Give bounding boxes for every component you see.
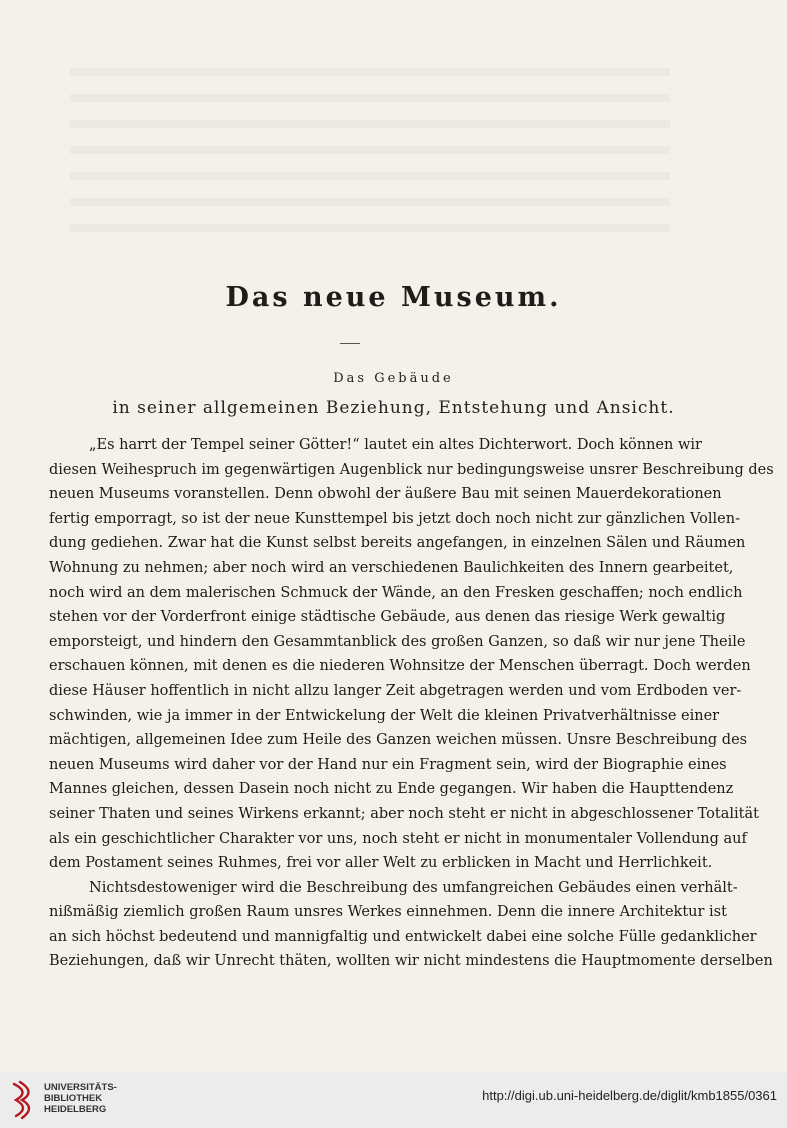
- text-line: fertig emporragt, so ist der neue Kunsttempel bis jetzt doch noch nicht zur gänzlichen Vollen-: [49, 510, 740, 527]
- text-line: Beziehungen, daß wir Unrecht thäten, wollten wir nicht mindestens die Hauptmomente derselben: [49, 953, 773, 970]
- text-line: emporsteigt, und hindern den Gesammtanblick des großen Ganzen, so daß wir nur jene Theile: [49, 633, 746, 650]
- text-line: dung gediehen. Zwar hat die Kunst selbst bereits angefangen, in einzelnen Sälen und Räumen: [49, 535, 746, 552]
- university-logo-icon: [10, 1080, 36, 1120]
- text-line: stehen vor der Vorderfront einige städtische Gebäude, aus denen das riesige Werk gewaltig: [49, 609, 726, 626]
- text-line: Nichtsdestoweniger wird die Beschreibung des umfangreichen Gebäudes einen verhält-: [89, 879, 738, 896]
- text-line: noch wird an dem malerischen Schmuck der Wände, an den Fresken geschaffen; noch endlich: [49, 584, 743, 601]
- text-line: dem Postament seines Ruhmes, frei vor aller Welt zu erblicken in Macht und Herrlichkeit.: [49, 855, 713, 872]
- text-line: Wohnung zu nehmen; aber noch wird an verschiedenen Baulichkeiten des Innern gearbeitet,: [49, 559, 734, 576]
- text-line: diese Häuser hoffentlich in nicht allzu langer Zeit abgetragen werden und vom Erdboden ver-: [49, 682, 742, 699]
- text-line: seiner Thaten und seines Wirkens erkannt; aber noch steht er nicht in abgeschlossener Totalität: [49, 805, 759, 822]
- title-divider: [340, 343, 360, 344]
- section-subheading: in seiner allgemeinen Beziehung, Entstehung und Ansicht.: [112, 398, 675, 418]
- text-line: neuen Museums wird daher vor der Hand nur ein Fragment sein, wird der Biographie eines: [49, 756, 727, 773]
- section-heading: Das Gebäude: [333, 371, 454, 386]
- text-line: nißmäßig ziemlich großen Raum unsres Werkes einnehmen. Denn die innere Architektur ist: [49, 904, 727, 921]
- text-line: neuen Museums voranstellen. Denn obwohl der äußere Bau mit seinen Mauerdekorationen: [49, 486, 722, 503]
- text-line: erschauen können, mit denen es die niederen Wohnsitze der Menschen überragt. Doch werden: [49, 658, 751, 675]
- show-through-text: [70, 50, 670, 240]
- article-body: [49, 433, 774, 974]
- text-line: als ein geschichtlicher Charakter vor uns, noch steht er nicht in monumentaler Vollendung auf: [49, 830, 747, 847]
- library-name: UNIVERSITÄTS- BIBLIOTHEK HEIDELBERG: [44, 1082, 117, 1115]
- text-line: an sich höchst bedeutend und mannigfaltig und entwickelt dabei eine solche Fülle gedanklicher: [49, 928, 757, 945]
- text-line: schwinden, wie ja immer in der Entwickelung der Welt die kleinen Privatverhältnisse einer: [49, 707, 720, 724]
- text-line: Mannes gleichen, dessen Dasein noch nicht zu Ende gegangen. Wir haben die Haupttendenz: [49, 781, 734, 798]
- text-line: diesen Weihespruch im gegenwärtigen Augenblick nur bedingungsweise unsrer Beschreibung des: [49, 461, 774, 478]
- page-title: Das neue Museum.: [225, 282, 562, 313]
- text-line: mächtigen, allgemeinen Idee zum Heile des Ganzen weichen müssen. Unsre Beschreibung des: [49, 732, 748, 749]
- permalink-url[interactable]: http://digi.ub.uni-heidelberg.de/diglit/kmb1855/0361: [482, 1088, 777, 1103]
- text-line: „Es harrt der Tempel seiner Götter!“ lautet ein altes Dichterwort. Doch können wir: [89, 437, 702, 453]
